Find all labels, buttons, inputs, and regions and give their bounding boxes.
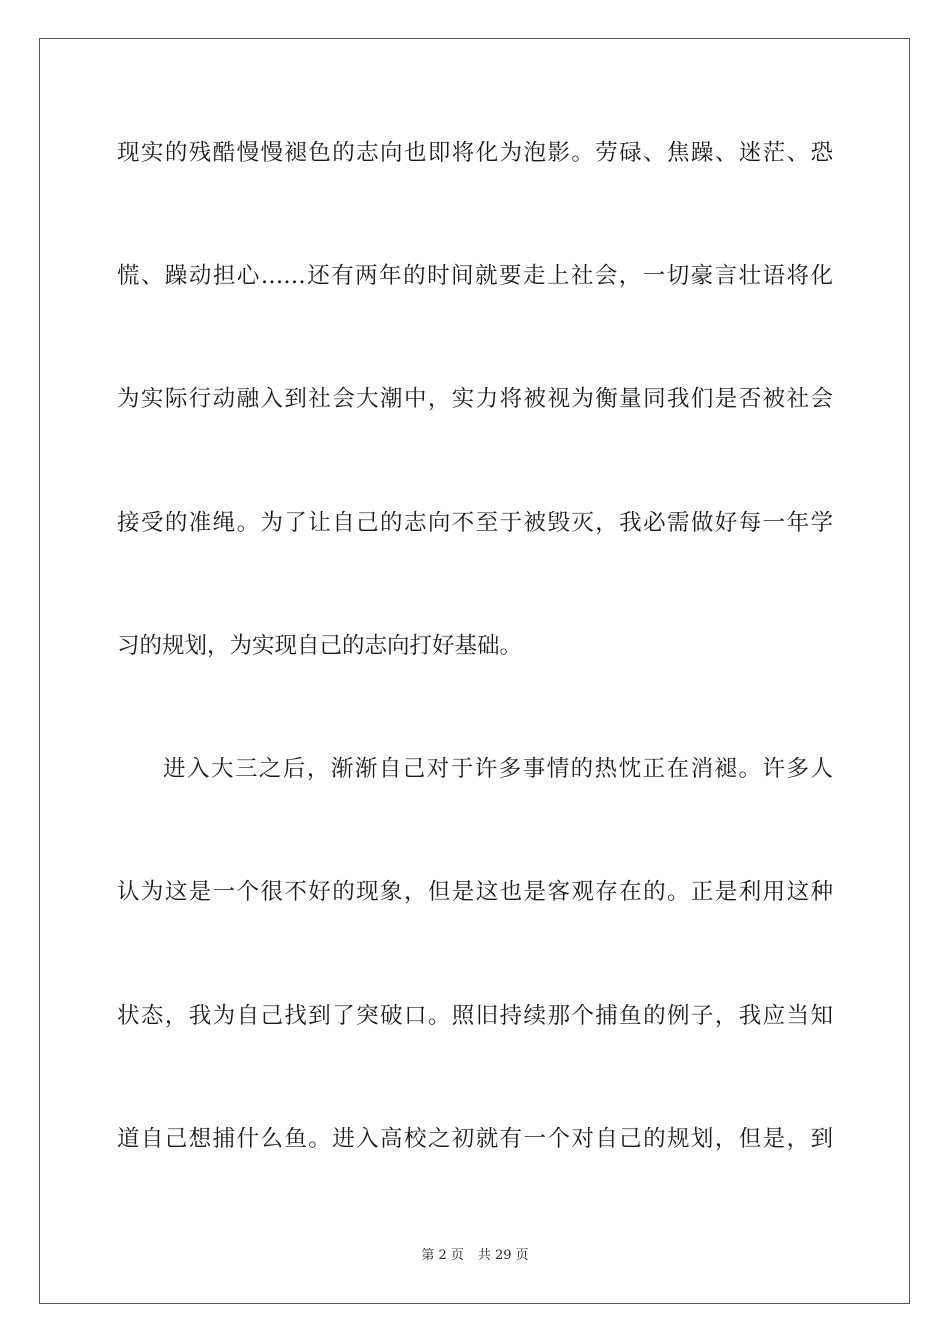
text-line: 为实际行动融入到社会大潮中，实力将被视为衡量同我们是否被社会 [117, 386, 833, 412]
page-footer [0, 1248, 950, 1264]
text-line: 现实的残酷慢慢褪色的志向也即将化为泡影。劳碌、焦躁、迷茫、恐 [117, 140, 833, 166]
text-line: 认为这是一个很不好的现象，但是这也是客观存在的。正是利用这种 [117, 879, 833, 905]
page-border [39, 38, 910, 1304]
text-line: 慌、躁动担心……还有两年的时间就要走上社会，一切豪言壮语将化 [117, 263, 833, 289]
text-line: 道自己想捕什么鱼。进入高校之初就有一个对自己的规划，但是，到 [117, 1126, 833, 1152]
text-line: 状态，我为自己找到了突破口。照旧持续那个捕鱼的例子，我应当知 [117, 1003, 833, 1029]
page-number: 第 2 页 [421, 1248, 464, 1263]
text-line: 进入大三之后，渐渐自己对于许多事情的热忱正在消褪。许多人 [163, 756, 833, 782]
text-line: 接受的准绳。为了让自己的志向不至于被毁灭，我必需做好每一年学 [117, 510, 833, 536]
text-line: 习的规划，为实现自己的志向打好基础。 [117, 633, 523, 659]
total-pages: 共 29 页 [477, 1248, 529, 1263]
